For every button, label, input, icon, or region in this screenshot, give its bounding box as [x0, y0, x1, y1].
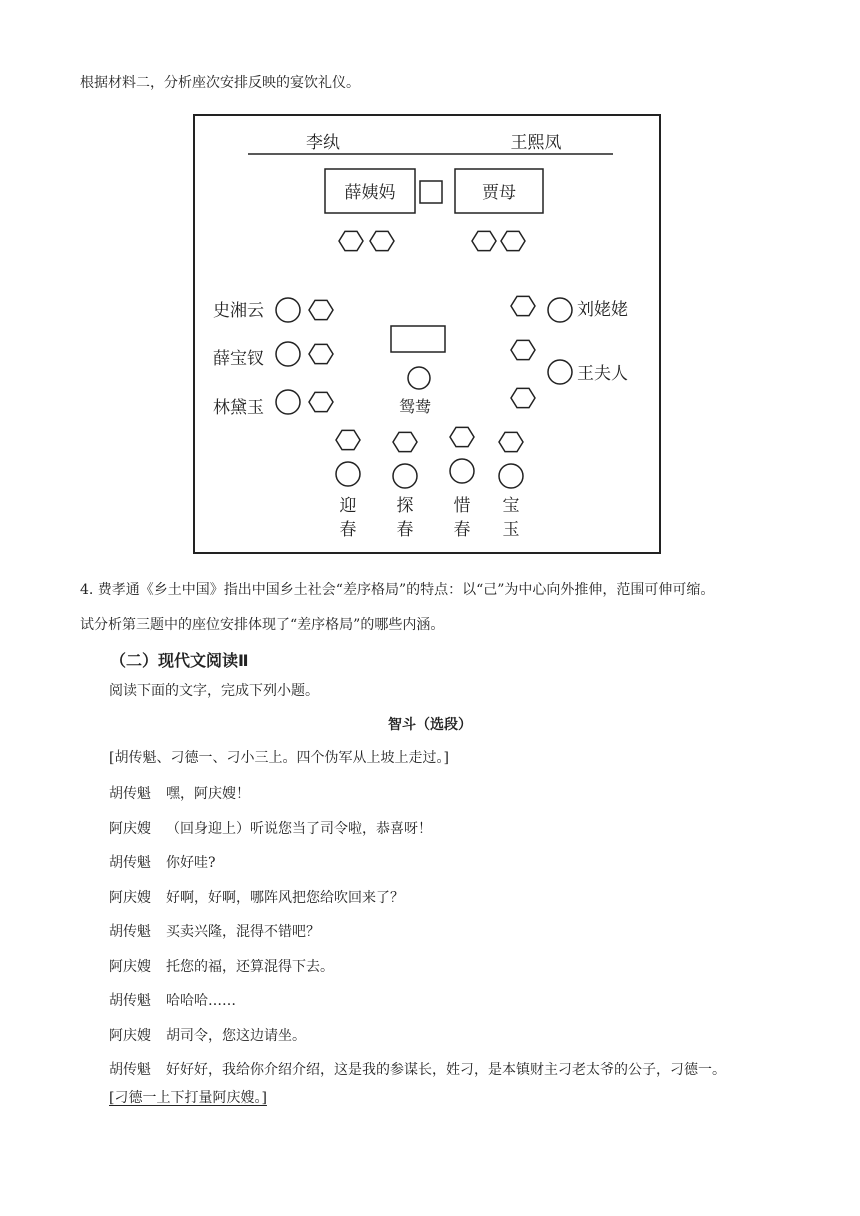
label-li-wan: 李纨: [306, 133, 340, 153]
label-yuanyang: 鸳鸯: [398, 397, 432, 416]
intro-question: 根据材料二，分析座次安排反映的宴饮礼仪。: [80, 75, 360, 91]
seating-diagram: [193, 114, 663, 557]
hexagon-seat: [511, 296, 535, 315]
circle-seat: [336, 462, 360, 486]
speaker-name: 胡传魁: [109, 855, 151, 871]
label-yingchun-2: 春: [339, 520, 357, 540]
hexagon-seat: [336, 430, 360, 449]
section-heading: （二）现代文阅读Ⅱ: [110, 651, 249, 670]
stage-direction: [胡传魁、刁德一、刁小三上。四个伪军从上坡上走过。]: [109, 750, 449, 766]
speaker-name: 胡传魁: [109, 786, 151, 802]
circle-seat: [548, 360, 572, 384]
hexagon-seat: [309, 392, 333, 411]
hexagon-seat: [309, 300, 333, 319]
question-4-line-1: 4. 费孝通《乡土中国》指出中国乡土社会“差序格局”的特点：以“己”为中心向外推伸，范围可伸可缩。: [80, 582, 715, 598]
center-table: [391, 326, 445, 352]
question-4-line-2: 试分析第三题中的座位安排体现了“差序格局”的哪些内涵。: [80, 617, 445, 633]
dialogue-line: [109, 922, 320, 942]
label-xue-yima: 薛姨妈: [344, 183, 396, 203]
speech-text: 哈哈哈……: [166, 993, 236, 1009]
circle-seat: [393, 464, 417, 488]
label-xue-baochai: 薛宝钗: [213, 349, 264, 369]
circle-seat: [450, 459, 474, 483]
hexagon-seat: [499, 432, 523, 451]
hexagon-seat: [472, 231, 496, 250]
dialogue-line: [109, 784, 250, 804]
circle-seat: [276, 342, 300, 366]
hexagon-seats: [309, 231, 535, 451]
hexagon-seat: [393, 432, 417, 451]
speech-text: 好啊，好啊，哪阵风把您给吹回来了？: [166, 890, 404, 906]
dialogue-line: [109, 853, 216, 873]
label-wang-furen: 王夫人: [577, 364, 628, 384]
label-baoyu-2: 玉: [502, 520, 520, 540]
circle-seat: [548, 298, 572, 322]
hexagon-seat: [501, 231, 525, 250]
seat-yuanyang: [408, 367, 430, 389]
speaker-name: 胡传魁: [109, 1062, 151, 1078]
label-baoyu-1: 宝: [502, 496, 520, 516]
dialogue-line: [109, 888, 404, 908]
stage-direction-underlined: [刁德一上下打量阿庆嫂。]: [109, 1090, 267, 1106]
dialogue-line: [109, 819, 432, 839]
speaker-name: 阿庆嫂: [109, 890, 151, 906]
speech-text: 胡司令，您这边请坐。: [166, 1028, 306, 1044]
label-xichun-2: 春: [453, 520, 471, 540]
dialogue-line: [109, 957, 334, 977]
small-square: [420, 181, 442, 203]
circle-seat: [499, 464, 523, 488]
hexagon-seat: [339, 231, 363, 250]
label-liu-laolao: 刘姥姥: [577, 300, 628, 320]
label-tanchun-1: 探: [396, 496, 414, 516]
dialogue-line: [109, 991, 236, 1011]
instruction-text: 阅读下面的文字，完成下列小题。: [109, 683, 319, 699]
speech-text: 买卖兴隆，混得不错吧？: [166, 924, 320, 940]
hexagon-seat: [309, 344, 333, 363]
speaker-name: 胡传魁: [109, 924, 151, 940]
speech-text: 好好好，我给你介绍介绍，这是我的参谋长，姓刁，是本镇财主刁老太爷的公子，刁德一。: [166, 1062, 726, 1078]
dialogue-line: [109, 1060, 726, 1080]
circle-seat: [276, 390, 300, 414]
label-shi-xiangyun: 史湘云: [213, 301, 264, 321]
label-tanchun-2: 春: [396, 520, 414, 540]
hexagon-seat: [450, 427, 474, 446]
speaker-name: 胡传魁: [109, 993, 151, 1009]
speaker-name: 阿庆嫂: [109, 821, 151, 837]
label-yingchun-1: 迎: [339, 496, 357, 516]
hexagon-seat: [511, 340, 535, 359]
speech-text: 嘿，阿庆嫂！: [166, 786, 250, 802]
speaker-name: 阿庆嫂: [109, 959, 151, 975]
label-wang-xifeng: 王熙凤: [510, 133, 562, 153]
speech-text: 你好哇?: [166, 855, 216, 871]
passage-title: 智斗（选段）: [388, 717, 472, 733]
speech-text: 托您的福，还算混得下去。: [166, 959, 334, 975]
speaker-name: 阿庆嫂: [109, 1028, 151, 1044]
dialogue-line: [109, 1026, 306, 1046]
hexagon-seat: [370, 231, 394, 250]
hexagon-seat: [511, 388, 535, 407]
speech-text: （回身迎上）听说您当了司令啦，恭喜呀！: [166, 821, 432, 837]
label-xichun-1: 惜: [453, 496, 471, 516]
circle-seat: [276, 298, 300, 322]
label-lin-daiyu: 林黛玉: [213, 398, 264, 418]
label-jia-mu: 贾母: [482, 183, 516, 203]
